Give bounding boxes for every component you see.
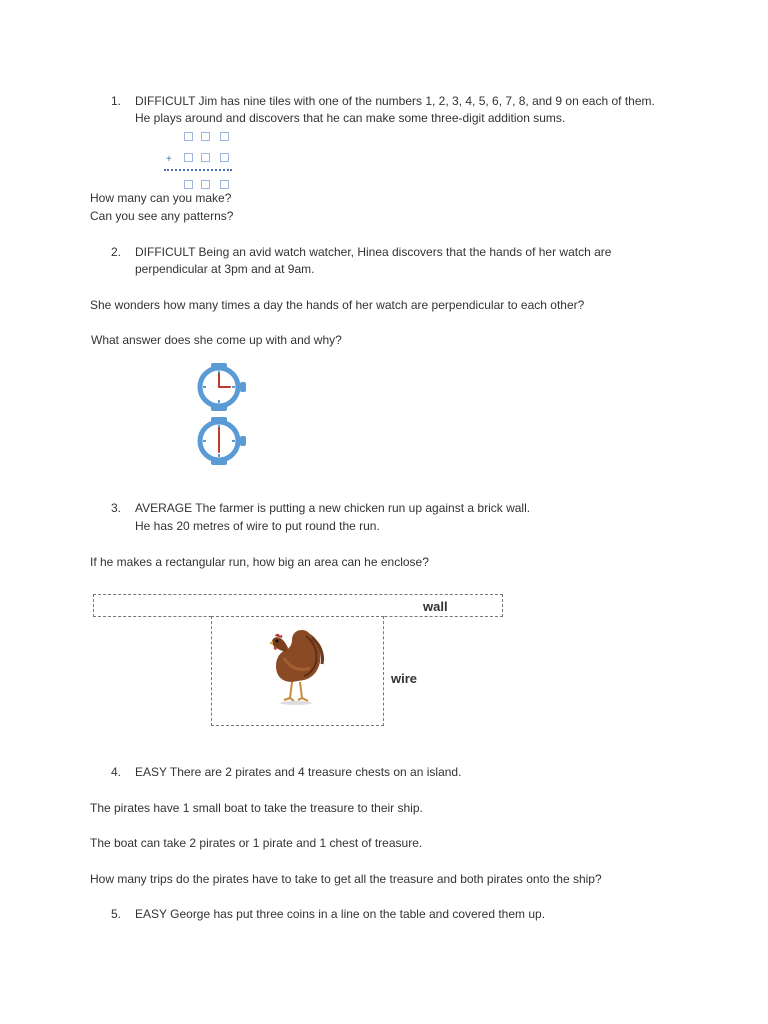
- q3-text-line2: He has 20 metres of wire to put round the run.: [135, 519, 380, 533]
- q2-number: 2.: [110, 245, 121, 259]
- tile-box: [220, 132, 229, 141]
- q4-paragraph-2: The boat can take 2 pirates or 1 pirate and 1 chest of treasure.: [90, 836, 423, 850]
- q3-text-line1: AVERAGE The farmer is putting a new chicken run up against a brick wall.: [135, 501, 531, 515]
- q2-text-line1: DIFFICULT Being an avid watch watcher, Hinea discovers that the hands of her watch are: [135, 245, 612, 259]
- watch-9am-icon: [194, 416, 250, 466]
- chicken-icon: [266, 628, 328, 706]
- q2-paragraph-2: What answer does she come up with and why?: [91, 333, 342, 347]
- q1-question-1: How many can you make?: [90, 191, 232, 205]
- tile-box: [201, 153, 210, 162]
- tile-box: [220, 153, 229, 162]
- q5-number: 5.: [110, 907, 121, 921]
- q4-paragraph-1: The pirates have 1 small boat to take the treasure to their ship.: [90, 801, 423, 815]
- q1-text-line2: He plays around and discovers that he can make some three-digit addition sums.: [135, 111, 566, 125]
- q5-text-line1: EASY George has put three coins in a line on the table and covered them up.: [135, 907, 546, 921]
- tile-box: [201, 180, 210, 189]
- q3-paragraph-1: If he makes a rectangular run, how big an area can he enclose?: [90, 555, 429, 569]
- q1-question-2: Can you see any patterns?: [90, 209, 234, 223]
- q4-paragraph-3: How many trips do the pirates have to take to get all the treasure and both pirates onto the ship?: [90, 872, 602, 886]
- wire-label: wire: [391, 671, 418, 686]
- sum-divider-line: [164, 169, 232, 171]
- q2-paragraph-1: She wonders how many times a day the hands of her watch are perpendicular to each other?: [90, 298, 585, 312]
- tile-box: [201, 132, 210, 141]
- tile-box: [184, 180, 193, 189]
- plus-sign: +: [166, 154, 172, 165]
- q4-number: 4.: [110, 765, 121, 779]
- tile-box: [220, 180, 229, 189]
- q4-text-line1: EASY There are 2 pirates and 4 treasure chests on an island.: [135, 765, 462, 779]
- q1-text-line1: DIFFICULT Jim has nine tiles with one of the numbers 1, 2, 3, 4, 5, 6, 7, 8, and 9 on each of them.: [135, 94, 655, 108]
- q1-number: 1.: [110, 94, 121, 108]
- q2-text-line2: perpendicular at 3pm and at 9am.: [135, 262, 315, 276]
- watch-3pm-icon: [194, 362, 250, 412]
- wall-label: wall: [423, 599, 448, 614]
- tile-box: [184, 132, 193, 141]
- tile-box: [184, 153, 193, 162]
- q3-number: 3.: [110, 501, 121, 515]
